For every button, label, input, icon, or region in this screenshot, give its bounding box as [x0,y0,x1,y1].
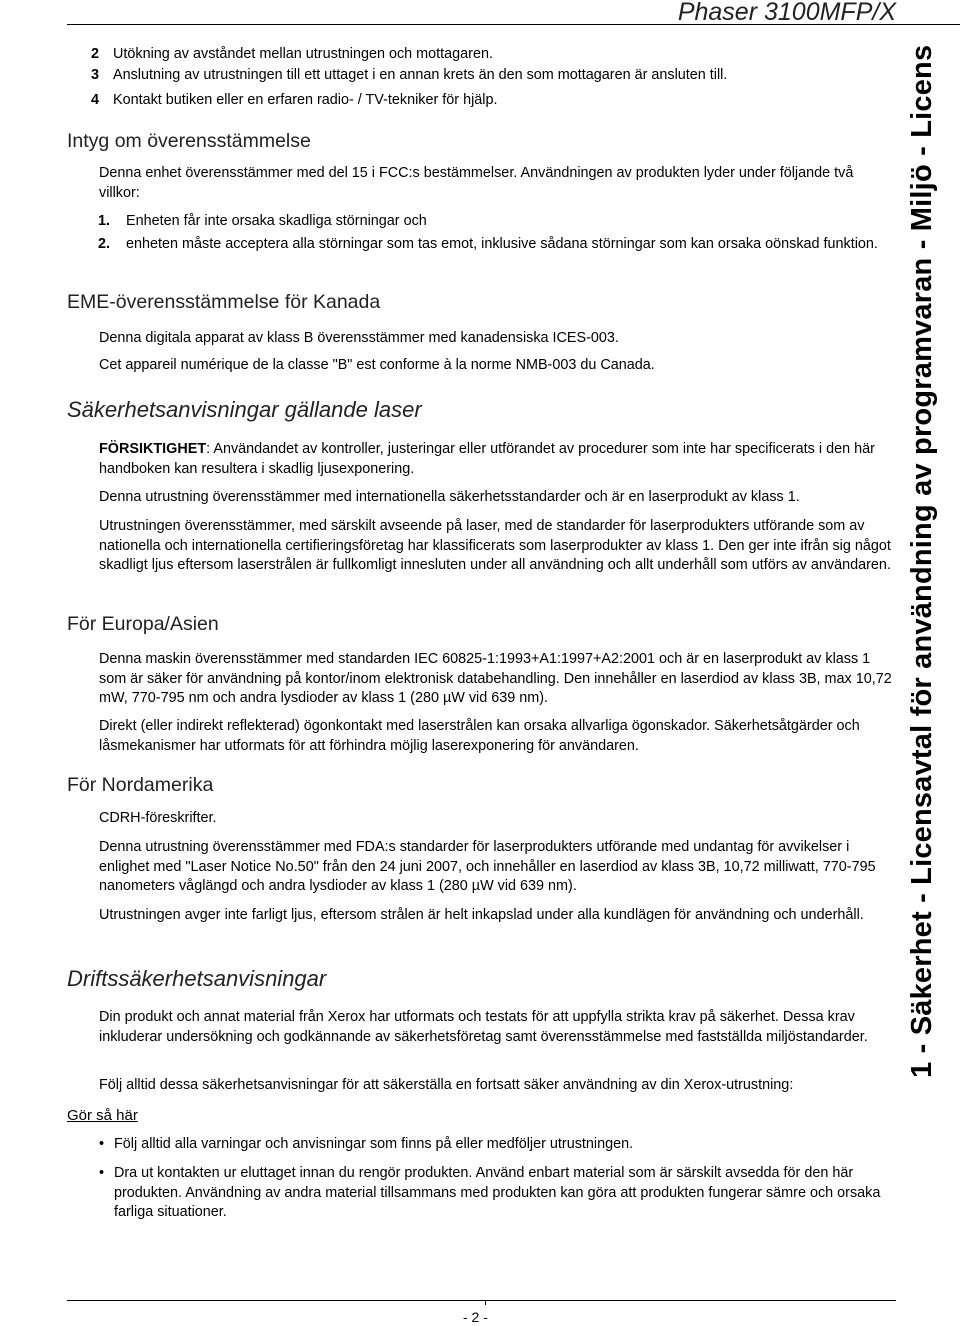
laser-paragraph: Denna utrustning överensstämmer med internationella säkerhetsstandarder och är en laserprodukt av klass 1. [99,489,800,505]
ops-paragraph: Din produkt och annat material från Xerox har utformats och testats för att uppfylla strikta krav på säkerhet. Dessa krav inkluderar undersökning och godkännande av säkerhetsföretag samt överensstämmelse med fastställda miljöstandarder. [99,1009,868,1045]
list-number: 3 [91,67,100,83]
ops-heading: Driftssäkerhetsanvisningar [67,966,327,991]
fcc-item [99,235,899,255]
fcc-paragraph: Denna enhet överensstämmer med del 15 i FCC:s bestämmelser. Användningen av produkten lyder under följande två villkor: [99,165,854,201]
list-text: Kontakt butiken eller en erfaren radio- / TV-tekniker för hjälp. [113,92,498,108]
europe-paragraph: Direkt (eller indirekt reflekterad) ögonkontakt med laserstrålen kan orsaka allvarliga ögonskador. Säkerhetsåtgärder och låsmekanismer har utformats för att förhindra möjlig laserexponering för användaren. [99,718,860,754]
bullet-icon: • [99,1136,105,1152]
dos-heading: Gör så här [67,1107,138,1124]
bullet-text: Dra ut kontakten ur eluttaget innan du rengör produkten. Använd enbart material som är särskilt avsedda för den här produkten. Användning av andra material tillsammans med produkten kan göra att produkten fungerar sämre och orsaka farliga situationer. [114,1165,881,1220]
fcc-item-text: enheten måste acceptera alla störningar som tas emot, inklusive sådana störningar som kan orsaka oönskad funktion. [126,236,878,252]
bullet-text: Följ alltid alla varningar och anvisningar som finns på eller medföljer utrustningen. [114,1136,634,1152]
laser-paragraph: Utrustningen överensstämmer, med särskilt avseende på laser, med de standarder för laserprodukters utförande som av nationella och internationella certifieringsföretag har klassificerats som laserprodukter av klass 1. Den ger inte ifrån sig något skadligt ljus eftersom laserstrålen är fullkomligt innesluten under all användning och allt underhåll som utförs av användaren. [99,518,891,573]
page-number: - 2 - [463,1309,488,1325]
ops-paragraph: Följ alltid dessa säkerhetsanvisningar för att säkerställa en fortsatt säker användning av din Xerox-utrustning: [99,1077,794,1093]
list-item [91,91,891,111]
europe-heading: För Europa/Asien [67,613,219,635]
header-title: Phaser 3100MFP/X [677,0,896,26]
northam-heading: För Nordamerika [67,774,214,796]
list-item [91,45,891,65]
canada-paragraph: Denna digitala apparat av klass B överensstämmer med kanadensiska ICES-003. [99,330,619,346]
fcc-item-number: 2. [98,236,111,252]
header-rule [67,24,960,25]
canada-heading: EME-överensstämmelse för Kanada [67,291,381,313]
fcc-item-number: 1. [98,213,111,229]
northam-paragraph: CDRH-föreskrifter. [99,810,217,826]
list-text: Utökning av avståndet mellan utrustningen och mottagaren. [113,46,493,62]
side-chapter-title: 1 - Säkerhet - Licensavtal för användning av programvaran - Miljö - Licens [906,44,938,1078]
europe-paragraph: Denna maskin överensstämmer med standarden IEC 60825-1:1993+A1:1997+A2:2001 och är en laserprodukt av klass 1 som är säker för användning på kontor/inom elektronisk databehandling. Den innehåller en laserdiod av klass 3B, max 10,72 mW, 770-795 nm och andra lysdioder av klass 1 (280 µW vid 639 nm). [99,651,892,706]
fcc-item [99,212,899,232]
bullet-icon: • [99,1165,105,1181]
footer-rule [67,1300,896,1301]
footer-tick [485,1300,486,1305]
list-number: 2 [91,46,100,62]
northam-paragraph: Denna utrustning överensstämmer med FDA:s standarder för laserprodukters utförande med undantag för avvikelser i enlighet med "Laser Notice No.50" från den 24 juni 2007, och innehåller en laserdiod av klass 3B, 10,72 milliwatt, 770-795 nanometers våglängd och andra lysdioder av klass 1 (280 µW vid 639 nm). [99,839,876,894]
caution-text: : Användandet av kontroller, justeringar eller utförandet av procedurer som inte har specificerats i den här handboken kan resultera i skadlig ljusexponering. [99,441,875,477]
caution-label: FÖRSIKTIGHET [99,441,207,457]
northam-paragraph: Utrustningen avger inte farligt ljus, eftersom strålen är helt inkapslad under alla kundlägen för användning och underhåll. [99,907,864,923]
fcc-item-text: Enheten får inte orsaka skadliga störningar och [126,213,427,229]
list-text: Anslutning av utrustningen till ett uttaget i en annan krets än den som mottagaren är ansluten till. [113,67,728,83]
laser-caution [99,440,899,479]
list-item [91,66,891,86]
laser-heading: Säkerhetsanvisningar gällande laser [67,397,422,422]
fcc-heading: Intyg om överensstämmelse [67,130,311,152]
canada-paragraph: Cet appareil numérique de la classe "B" est conforme à la norme NMB-003 du Canada. [99,357,655,373]
list-number: 4 [91,92,100,108]
